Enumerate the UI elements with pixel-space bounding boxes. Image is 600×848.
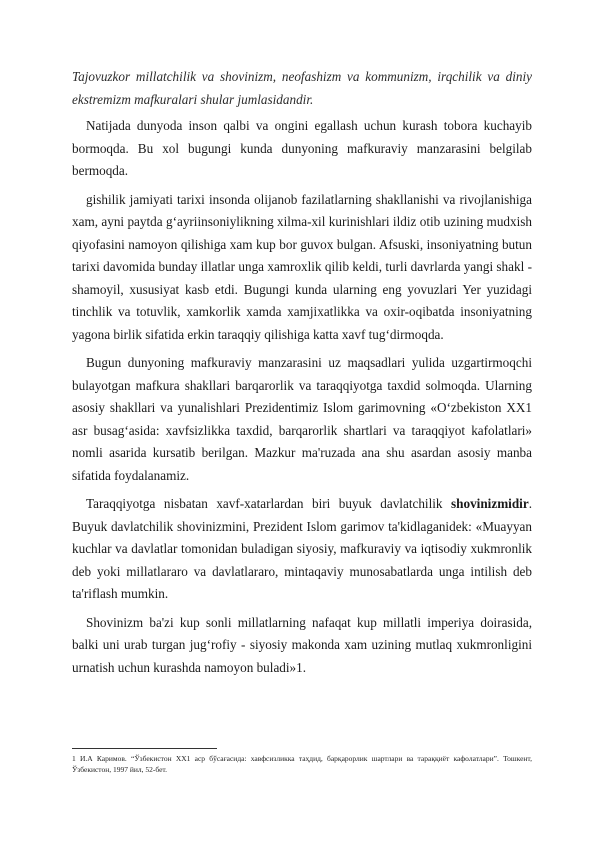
intro-italic-paragraph: Tajovuzkor millatchilik va shovinizm, neofashizm va kommunizm, irqchilik va diniy ekstremizm mafkuralari shular jumlasidandir. <box>72 69 532 107</box>
footnote: 1 И.А Каримов. “Ўзбекистон ХХ1 аср бўсағасида: хавфсизликка таҳдид, барқарорлик шартлари ва тараққиёт кафолатлари”. Тошкент, Ўзбекистон, 1997 йил, 52-бет. <box>72 754 532 774</box>
document-page <box>72 66 532 679</box>
paragraph-4-bold-term: shovinizmidir <box>451 496 529 511</box>
paragraph-1: Natijada dunyoda inson qalbi va ongini egallash uchun kurash tobora kuchayib bormoqda. Bu xol bugungi kunda dunyoning mafkuraviy manzarasini belgilab bermoqda. <box>72 118 532 178</box>
footnote-separator <box>72 748 217 749</box>
paragraph-4-text-before: Taraqqiyotga nisbatan xavf-xatarlardan biri buyuk davlatchilik <box>86 496 452 511</box>
paragraph-3: Bugun dunyoning mafkuraviy manzarasini uz maqsadlari yulida uzgartirmoqchi bulayotgan mafkura shakllari barqarorlik va taraqqiyotga taxdid solmoqda. Ularning asosiy shakllari va yunalishlari Prezidentimiz Islom garimovning «O‘zbekiston XX1 asr busag‘asida: xavfsizlikka taxdid, barqarorlik shartlari va taraqqiyot kafolatlari» nomli asarida kursatib berilgan. Mazkur ma'ruzada ana shu asardan asosiy manba sifatida foydalanamiz. <box>72 355 532 483</box>
paragraph-2: gishilik jamiyati tarixi insonda olijanob fazilatlarning shakllanishi va rivojlanishiga xam, ayni paytda g‘ayriinsoniylikning xilma-xil kurinishlari ildiz otib uzining mudxish qiyofasini namoyon qilishiga xam kup bor guvox bulgan. Afsuski, insoniyatning butun tarixi davomida bunday illatlar unga xamroxlik qilib keldi, turli davrlarda yangi shakl - shamoyil, xususiyat kasb etdi. Bugungi kunda ularning eng yovuzlari Yer yuzidagi tinchlik va totuvlik, xamkorlik xamda xamjixatlikka va oxir-oqibatda insoniyatning yagona birlik sifatida erkin taraqqiy qilishiga katta xavf tug‘dirmoqda. <box>72 191 532 342</box>
paragraph-4 <box>72 493 532 606</box>
paragraph-5: Shovinizm ba'zi kup sonli millatlarning nafaqat kup millatli imperiya doirasida, balki uni urab turgan jug‘rofiy - siyosiy makonda xam uzining mutlaq xukmronligini urnatish uchun kurashda namoyon buladi»1. <box>72 614 532 675</box>
paragraph-4-text-after: . Buyuk davlatchilik shovinizmini, Prezident Islom garimov ta'kidlaganidek: «Muayyan kuchlar va davlatlar tomonidan buladigan siyosiy, mafkuraviy va iqtisodiy xukmronlik deb yoki millatlararo va davlatlararo, mintaqaviy munosabatlarda unga intilish deb ta'riflash mumkin. <box>72 496 532 601</box>
